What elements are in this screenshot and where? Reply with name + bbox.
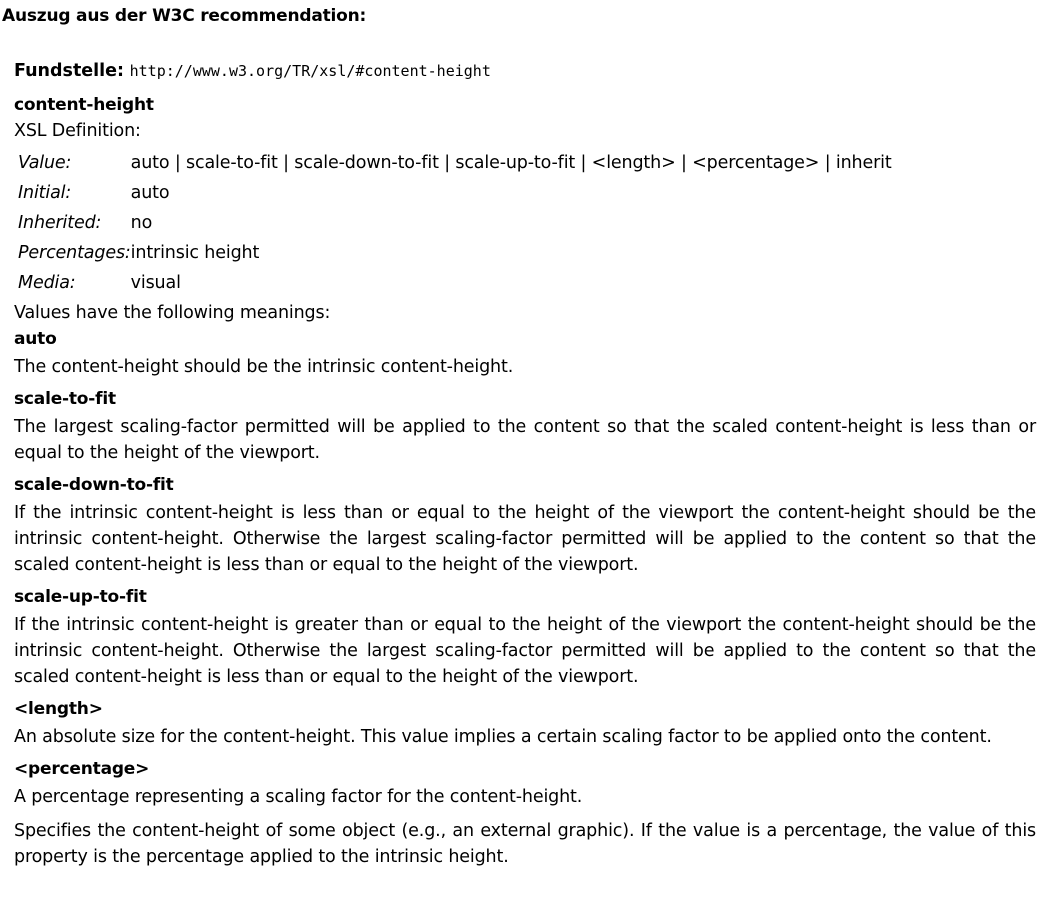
content-area <box>14 58 1036 870</box>
definition-key: Media: <box>18 273 76 293</box>
meanings-intro: Values have the following meanings: <box>14 303 331 323</box>
definition-value: no <box>130 213 153 233</box>
meaning-item <box>14 756 1036 810</box>
meaning-description: A percentage representing a scaling factor for the content-height. <box>14 787 583 807</box>
page-heading: Auszug aus der W3C recommendation: <box>2 6 367 26</box>
definition-row <box>16 148 892 178</box>
definition-value: auto <box>130 183 170 203</box>
meaning-term: scale-down-to-fit <box>14 475 174 495</box>
meaning-term: auto <box>14 329 57 349</box>
meaning-term: <length> <box>14 699 103 719</box>
meaning-description: The content-height should be the intrinsic content-height. <box>14 357 514 377</box>
closing-paragraph: Specifies the content-height of some object (e.g., an external graphic). If the value is a percentage, the value of this property is the percentage applied to the intrinsic height. <box>14 821 1036 867</box>
definition-value: visual <box>130 273 181 293</box>
definition-key: Initial: <box>18 183 72 203</box>
meaning-description: If the intrinsic content-height is greater than or equal to the height of the viewport the content-height should be the intrinsic content-height. Otherwise the largest scaling-factor permitted will be applied to the content so that the scaled content-height is less than or equal to the height of the viewport. <box>14 615 1036 687</box>
definition-row <box>16 178 892 208</box>
definition-key: Value: <box>18 153 72 173</box>
meaning-description: If the intrinsic content-height is less than or equal to the height of the viewport the content-height should be the intrinsic content-height. Otherwise the largest scaling-factor permitted will be applied to the content so that the scaled content-height is less than or equal to the height of the viewport. <box>14 503 1036 575</box>
definition-key: Percentages: <box>18 243 131 263</box>
definition-subtitle: XSL Definition: <box>14 121 141 141</box>
meaning-item <box>14 696 1036 750</box>
meaning-item <box>14 584 1036 690</box>
meaning-item <box>14 386 1036 466</box>
meaning-term: scale-up-to-fit <box>14 587 147 607</box>
definition-row <box>16 268 892 298</box>
meaning-description: The largest scaling-factor permitted will be applied to the content so that the scaled content-height is less than or equal to the height of the viewport. <box>14 417 1036 463</box>
definition-table <box>16 148 892 298</box>
source-reference <box>14 58 1036 84</box>
meaning-term: scale-to-fit <box>14 389 116 409</box>
meaning-term: <percentage> <box>14 759 150 779</box>
meaning-description: An absolute size for the content-height. This value implies a certain scaling factor to be applied onto the content. <box>14 727 992 747</box>
definition-row <box>16 238 892 268</box>
definition-value: intrinsic height <box>130 243 260 263</box>
definition-value: auto | scale-to-fit | scale-down-to-fit | scale-up-to-fit | <length> | <percentage> | inherit <box>130 153 892 173</box>
source-url: http://www.w3.org/TR/xsl/#content-height <box>129 62 491 80</box>
definition-row <box>16 208 892 238</box>
meaning-item <box>14 472 1036 578</box>
source-label: Fundstelle: <box>14 61 125 81</box>
meaning-item <box>14 326 1036 380</box>
definition-key: Inherited: <box>18 213 102 233</box>
property-name: content-height <box>14 95 154 115</box>
